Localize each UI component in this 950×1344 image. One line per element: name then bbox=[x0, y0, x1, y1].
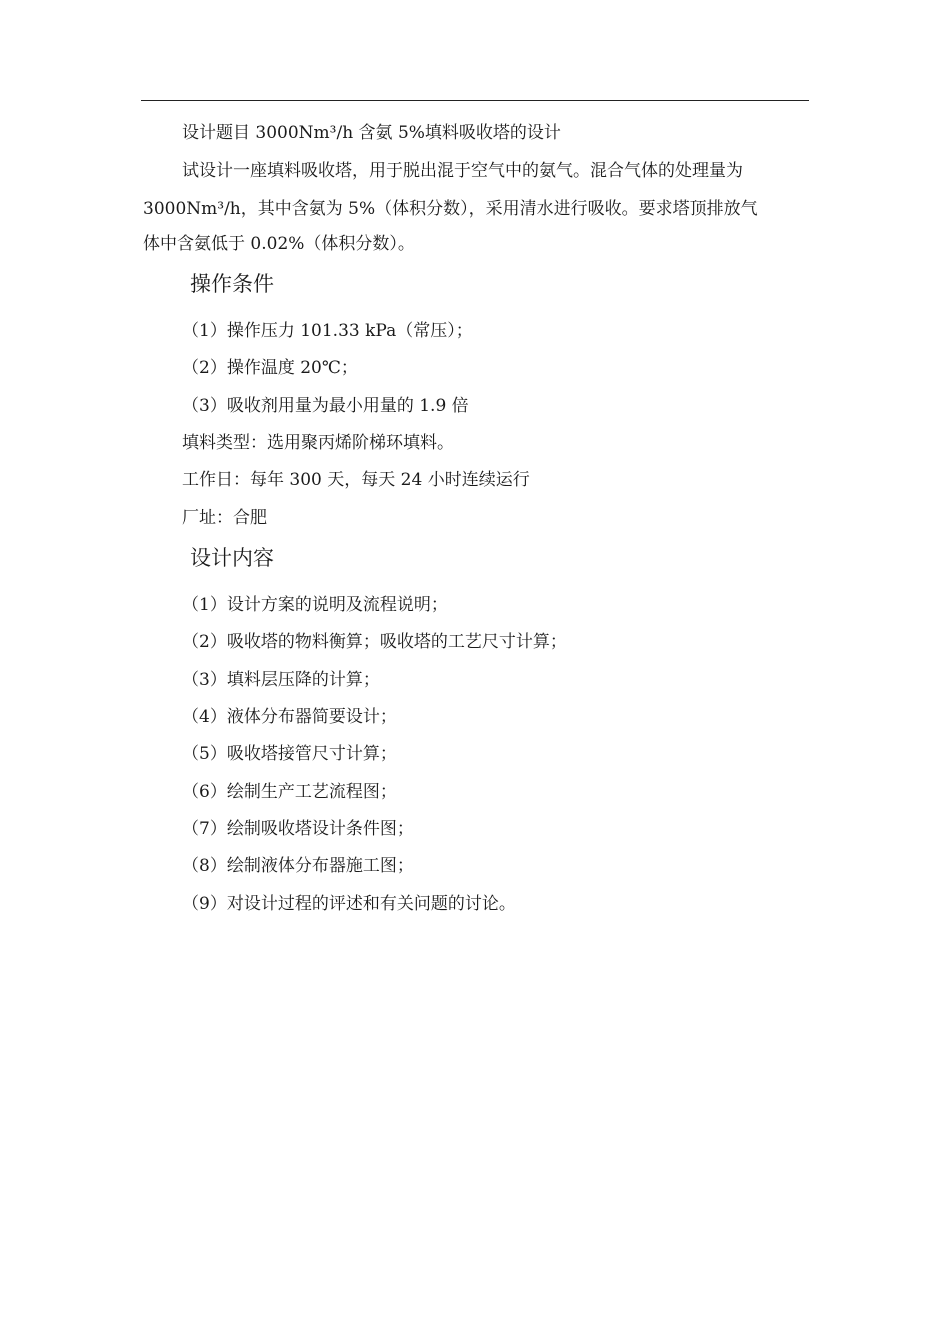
intro-line-3: 体中含氨低于 0.02%（体积分数）。 bbox=[143, 234, 415, 254]
content-item: （3）填料层压降的计算； bbox=[182, 670, 380, 690]
work-days: 工作日：每年 300 天，每天 24 小时连续运行 bbox=[182, 470, 530, 490]
content-item: （4）液体分布器简要设计； bbox=[182, 707, 397, 727]
header-rule bbox=[141, 100, 809, 101]
condition-item: （1）操作压力 101.33 kPa（常压）； bbox=[182, 321, 473, 341]
content-item: （8）绘制液体分布器施工图； bbox=[182, 856, 414, 876]
content-item: （5）吸收塔接管尺寸计算； bbox=[182, 744, 397, 764]
condition-item: （3）吸收剂用量为最小用量的 1.9 倍 bbox=[182, 396, 469, 416]
intro-line-1: 试设计一座填料吸收塔，用于脱出混于空气中的氨气。混合气体的处理量为 bbox=[182, 161, 743, 181]
condition-item: （2）操作温度 20℃； bbox=[182, 358, 358, 378]
content-item: （2）吸收塔的物料衡算；吸收塔的工艺尺寸计算； bbox=[182, 632, 567, 652]
contents-heading: 设计内容 bbox=[190, 546, 274, 570]
intro-line-2: 3000Nm³/h，其中含氨为 5%（体积分数），采用清水进行吸收。要求塔顶排放气 bbox=[143, 199, 758, 219]
content-item: （9）对设计过程的评述和有关问题的讨论。 bbox=[182, 894, 516, 914]
site: 厂址：合肥 bbox=[182, 508, 267, 528]
content-item: （1）设计方案的说明及流程说明； bbox=[182, 595, 448, 615]
packing-type: 填料类型：选用聚丙烯阶梯环填料。 bbox=[182, 433, 454, 453]
content-item: （6）绘制生产工艺流程图； bbox=[182, 782, 397, 802]
conditions-heading: 操作条件 bbox=[190, 272, 274, 296]
design-title: 设计题目 3000Nm³/h 含氨 5%填料吸收塔的设计 bbox=[182, 123, 561, 143]
content-item: （7）绘制吸收塔设计条件图； bbox=[182, 819, 414, 839]
